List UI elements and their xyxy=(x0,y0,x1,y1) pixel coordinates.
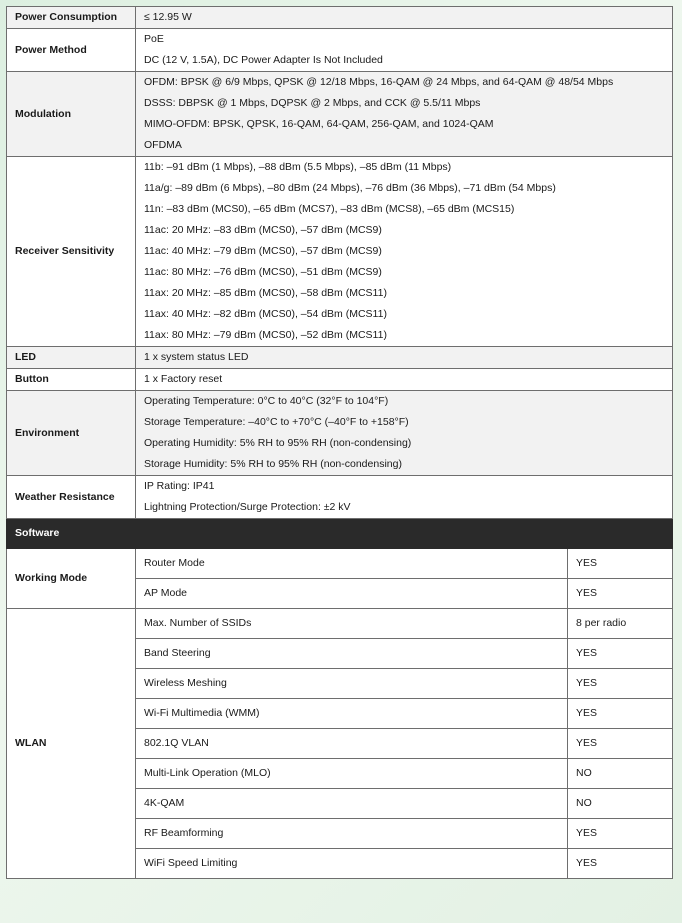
spec-row xyxy=(7,391,673,476)
spec-row xyxy=(7,347,673,369)
spec-line: 11ac: 20 MHz: –83 dBm (MCS0), –57 dBm (MCS9) xyxy=(144,224,382,236)
spec-row xyxy=(7,157,673,347)
feature-value: NO xyxy=(568,789,673,819)
feature-value: YES xyxy=(568,639,673,669)
spec-key: Button xyxy=(7,369,136,391)
spec-line: 11ax: 20 MHz: –85 dBm (MCS0), –58 dBm (MCS11) xyxy=(144,287,387,299)
spec-row xyxy=(7,369,673,391)
section-header: Software xyxy=(7,519,673,549)
spec-line: DSSS: DBPSK @ 1 Mbps, DQPSK @ 2 Mbps, and CCK @ 5.5/11 Mbps xyxy=(144,97,481,109)
spec-line: ≤ 12.95 W xyxy=(144,11,192,23)
feature-value: YES xyxy=(568,699,673,729)
feature-name: WiFi Speed Limiting xyxy=(136,849,568,879)
spec-key: Power Consumption xyxy=(7,7,136,29)
spec-row xyxy=(7,72,673,157)
spec-value xyxy=(136,7,673,29)
feature-name: RF Beamforming xyxy=(136,819,568,849)
spec-value xyxy=(136,476,673,519)
feature-name: Wireless Meshing xyxy=(136,669,568,699)
feature-name: 4K-QAM xyxy=(136,789,568,819)
feature-value: YES xyxy=(568,849,673,879)
spec-table xyxy=(6,6,673,879)
spec-row xyxy=(7,7,673,29)
spec-key: Environment xyxy=(7,391,136,476)
spec-row xyxy=(7,29,673,72)
spec-line: 1 x system status LED xyxy=(144,351,249,363)
feature-value: YES xyxy=(568,549,673,579)
feature-value: YES xyxy=(568,579,673,609)
feature-name: 802.1Q VLAN xyxy=(136,729,568,759)
spec-line: 11ac: 80 MHz: –76 dBm (MCS0), –51 dBm (MCS9) xyxy=(144,266,382,278)
feature-value: YES xyxy=(568,669,673,699)
spec-value xyxy=(136,72,673,157)
spec-key: Power Method xyxy=(7,29,136,72)
spec-line: OFDMA xyxy=(144,139,182,151)
feature-value: NO xyxy=(568,759,673,789)
spec-value xyxy=(136,29,673,72)
feature-value: YES xyxy=(568,819,673,849)
group-key: Working Mode xyxy=(7,549,136,609)
feature-row xyxy=(7,549,673,579)
feature-name: Wi-Fi Multimedia (WMM) xyxy=(136,699,568,729)
feature-name: Multi-Link Operation (MLO) xyxy=(136,759,568,789)
spec-line: 11a/g: –89 dBm (6 Mbps), –80 dBm (24 Mbps), –76 dBm (36 Mbps), –71 dBm (54 Mbps) xyxy=(144,182,556,194)
spec-line: 1 x Factory reset xyxy=(144,373,223,385)
spec-value xyxy=(136,369,673,391)
spec-sheet xyxy=(6,6,672,879)
feature-row xyxy=(7,609,673,639)
spec-line: DC (12 V, 1.5A), DC Power Adapter Is Not Included xyxy=(144,54,383,66)
spec-key: Modulation xyxy=(7,72,136,157)
spec-line: 11ax: 80 MHz: –79 dBm (MCS0), –52 dBm (MCS11) xyxy=(144,329,387,341)
spec-line: Lightning Protection/Surge Protection: ±2 kV xyxy=(144,501,351,513)
spec-line: Storage Humidity: 5% RH to 95% RH (non-condensing) xyxy=(144,458,402,470)
spec-line: 11b: –91 dBm (1 Mbps), –88 dBm (5.5 Mbps), –85 dBm (11 Mbps) xyxy=(144,161,452,173)
spec-key: LED xyxy=(7,347,136,369)
feature-value: YES xyxy=(568,729,673,759)
spec-line: 11n: –83 dBm (MCS0), –65 dBm (MCS7), –83 dBm (MCS8), –65 dBm (MCS15) xyxy=(144,203,515,215)
spec-line: 11ax: 40 MHz: –82 dBm (MCS0), –54 dBm (MCS11) xyxy=(144,308,387,320)
spec-line: Operating Temperature: 0°C to 40°C (32°F to 104°F) xyxy=(144,395,389,407)
spec-line: 11ac: 40 MHz: –79 dBm (MCS0), –57 dBm (MCS9) xyxy=(144,245,382,257)
feature-name: Band Steering xyxy=(136,639,568,669)
spec-value xyxy=(136,347,673,369)
feature-name: AP Mode xyxy=(136,579,568,609)
spec-line: Operating Humidity: 5% RH to 95% RH (non-condensing) xyxy=(144,437,412,449)
feature-name: Max. Number of SSIDs xyxy=(136,609,568,639)
spec-value xyxy=(136,157,673,347)
spec-table-body xyxy=(7,7,673,879)
spec-line: IP Rating: IP41 xyxy=(144,480,215,492)
spec-line: PoE xyxy=(144,33,164,45)
spec-value xyxy=(136,391,673,476)
feature-value: 8 per radio xyxy=(568,609,673,639)
spec-line: MIMO-OFDM: BPSK, QPSK, 16-QAM, 64-QAM, 256-QAM, and 1024-QAM xyxy=(144,118,494,130)
spec-line: OFDM: BPSK @ 6/9 Mbps, QPSK @ 12/18 Mbps, 16-QAM @ 24 Mbps, and 64-QAM @ 48/54 Mbps xyxy=(144,76,614,88)
spec-key: Weather Resistance xyxy=(7,476,136,519)
group-key: WLAN xyxy=(7,609,136,879)
spec-key: Receiver Sensitivity xyxy=(7,157,136,347)
section-header-row xyxy=(7,519,673,549)
spec-row xyxy=(7,476,673,519)
feature-name: Router Mode xyxy=(136,549,568,579)
spec-line: Storage Temperature: –40°C to +70°C (–40°F to +158°F) xyxy=(144,416,409,428)
